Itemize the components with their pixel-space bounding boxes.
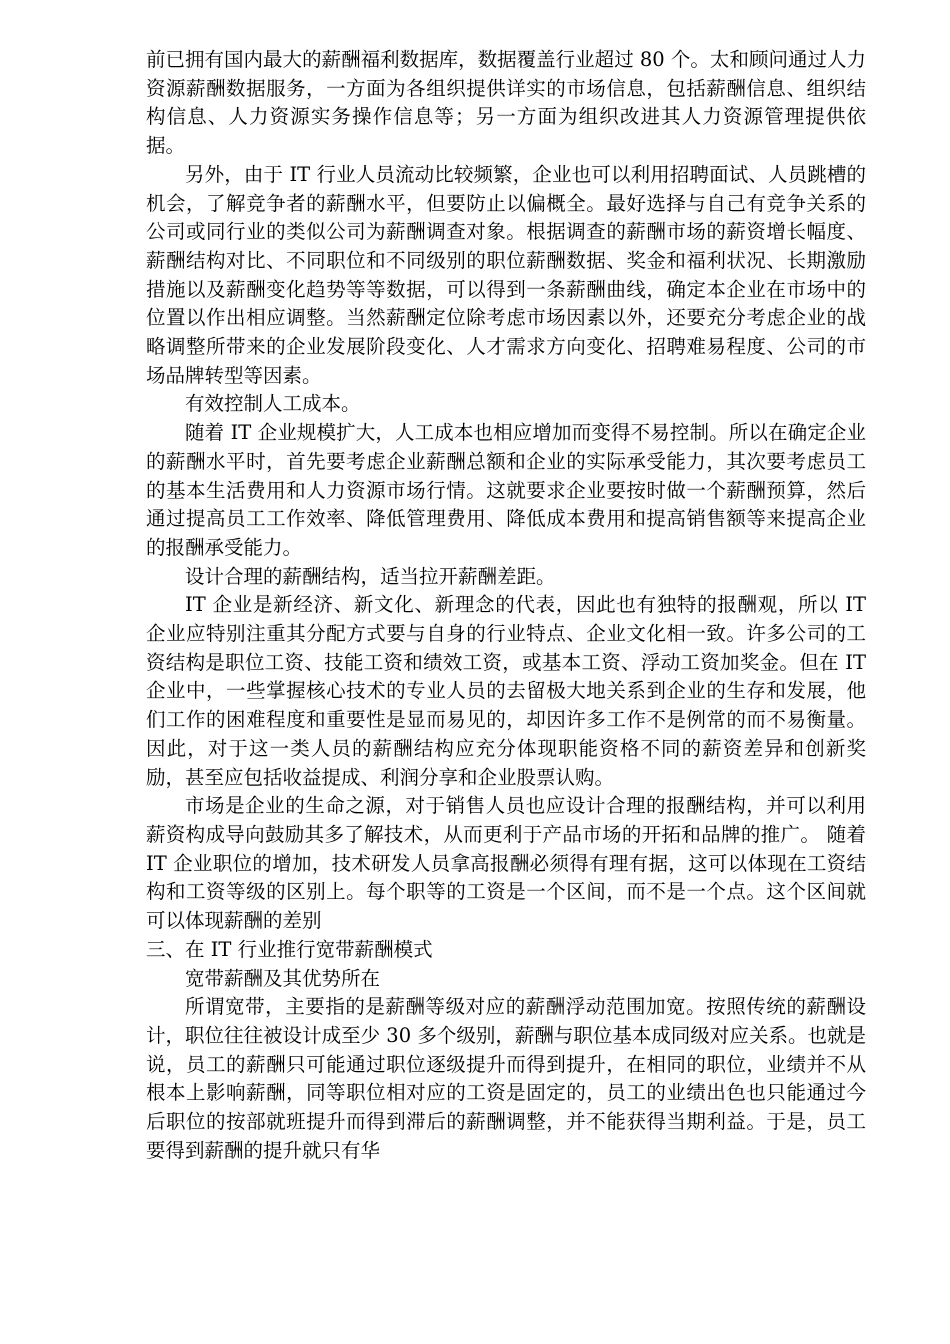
paragraph-6: IT 企业是新经济、新文化、新理念的代表，因此也有独特的报酬观，所以 IT 企业应特别注重其分配方式要与自身的行业特点、企业文化相一致。许多公司的工资结构是职位工资、技能工资和绩效工资，或基本工资、浮动工资加奖金。但在 IT 企业中，一些掌握核心技术的专业人员的去留极大地关系到企业的生存和发展，他们工作的困难程度和重要性是显而易见的，却因许多工作不是例常的而不易衡量。因此，对于这一类人员的薪酬结构应充分体现职能资格不同的薪资差异和创新奖励，甚至应包括收益提成、利润分享和企业股票认购。	[146, 593, 866, 789]
paragraph-7: 市场是企业的生命之源，对于销售人员也应设计合理的报酬结构，并可以利用薪资构成导向鼓励其多了解技术，从而更利于产品市场的开拓和品牌的推广。 随着 IT 企业职位的增加，技术研发人员拿高报酬必须得有理有据，这可以体现在工资结构和工资等级的区别上。每个职等的工资是一个区间，而不是一个点。这个区间就可以体现薪酬的差别	[146, 794, 866, 933]
paragraph-1: 前已拥有国内最大的薪酬福利数据库，数据覆盖行业超过 80 个。太和顾问通过人力资源薪酬数据服务，一方面为各组织提供详实的市场信息，包括薪酬信息、组织结构信息、人力资源实务操作信息等；另一方面为组织改进其人力资源管理提供依据。	[146, 48, 866, 158]
document-page	[146, 46, 866, 1165]
paragraph-4: 随着 IT 企业规模扩大，人工成本也相应增加而变得不易控制。所以在确定企业的薪酬水平时，首先要考虑企业薪酬总额和企业的实际承受能力，其次要考虑员工的基本生活费用和人力资源市场行情。这就要求企业要按时做一个薪酬预算，然后通过提高员工工作效率、降低管理费用、降低成本费用和提高销售额等来提高企业的报酬承受能力。	[146, 421, 866, 559]
paragraph-3: 有效控制人工成本。	[185, 392, 361, 416]
paragraph-10: 所谓宽带，主要指的是薪酬等级对应的薪酬浮动范围加宽。按照传统的薪酬设计，职位往往被设计成至少 30 多个级别，薪酬与职位基本成同级对应关系。也就是说，员工的薪酬只可能通过职位逐级提升而得到提升，在相同的职位，业绩并不从根本上影响薪酬，同等职位相对应的工资是固定的，员工的业绩出色也只能通过今后职位的按部就班提升而得到滞后的薪酬调整，并不能获得当期利益。于是，员工要得到薪酬的提升就只有华	[146, 995, 866, 1162]
paragraph-5: 设计合理的薪酬结构，适当拉开薪酬差距。	[185, 564, 556, 588]
section-heading: 三、在 IT 行业推行宽带薪酬模式	[146, 937, 433, 961]
paragraph-9: 宽带薪酬及其优势所在	[185, 966, 381, 990]
paragraph-2: 另外，由于 IT 行业人员流动比较频繁，企业也可以利用招聘面试、人员跳槽的机会，了解竞争者的薪酬水平，但要防止以偏概全。最好选择与自己有竞争关系的公司或同行业的类似公司为薪酬调查对象。根据调查的薪酬市场的薪资增长幅度、薪酬结构对比、不同职位和不同级别的职位薪酬数据、奖金和福利状况、长期激励措施以及薪酬变化趋势等等数据，可以得到一条薪酬曲线，确定本企业在市场中的位置以作出相应调整。当然薪酬定位除考虑市场因素以外，还要充分考虑企业的战略调整所带来的企业发展阶段变化、人才需求方向变化、招聘难易程度、公司的市场品牌转型等因素。	[146, 162, 866, 387]
